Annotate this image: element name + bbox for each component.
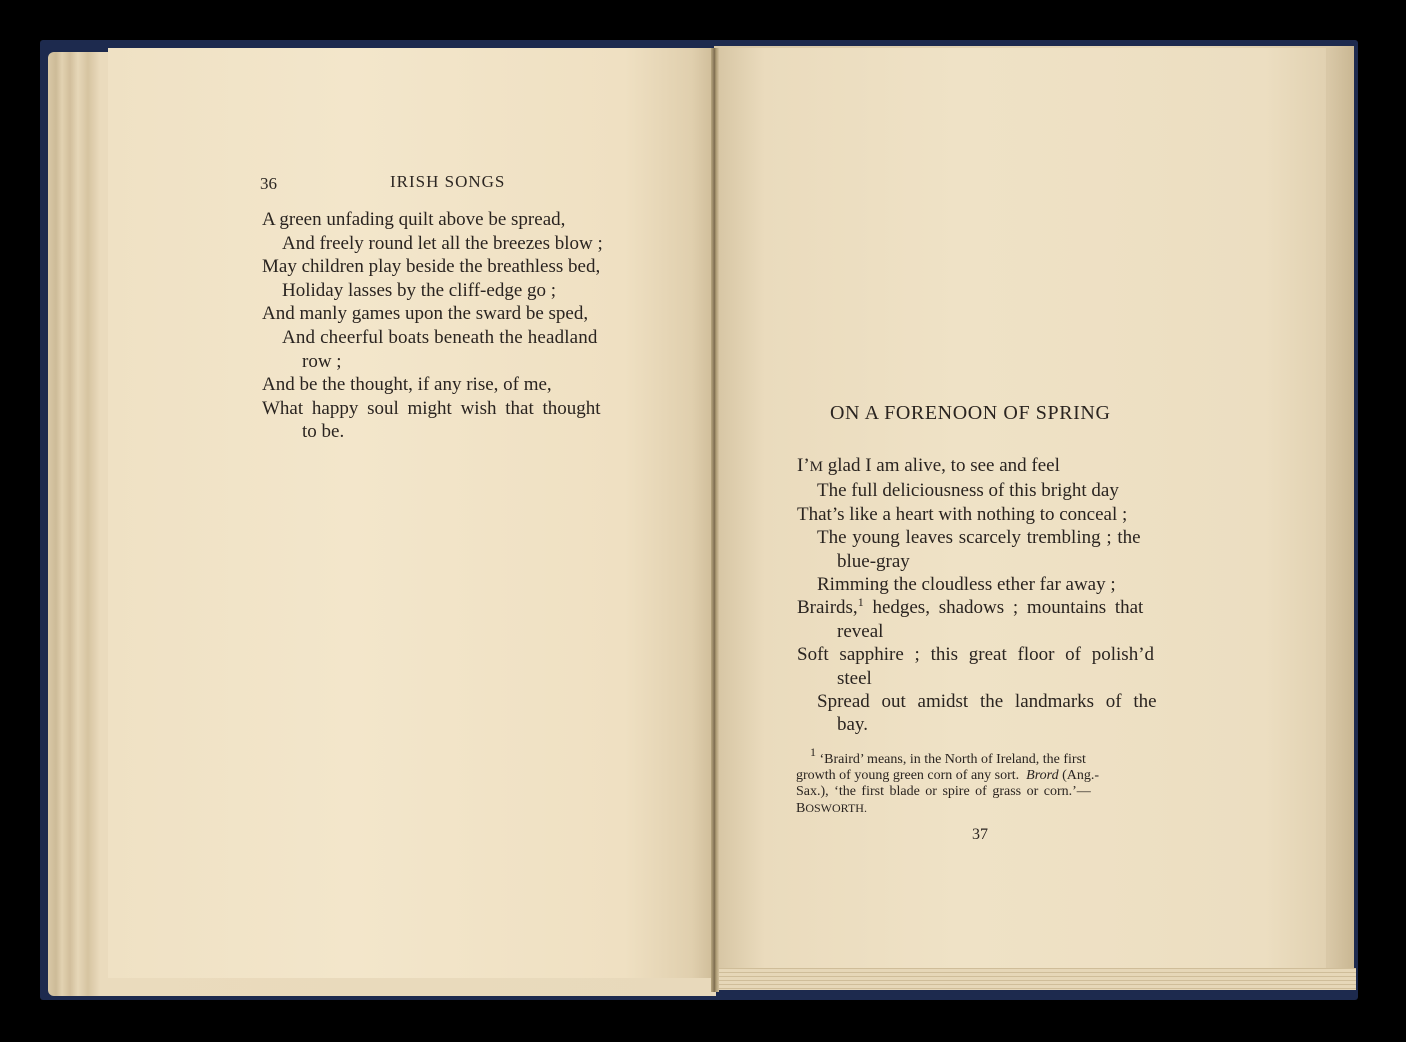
brairds-rest: hedges, shadows ; mountains that [872, 597, 1144, 619]
page-number-left: 36 [260, 174, 277, 193]
poem-line: Soft sapphire ; this great floor of polish’d [797, 644, 1155, 666]
poem-line [797, 596, 1173, 619]
poem-line: That’s like a heart with nothing to conceal ; [797, 503, 1128, 525]
footnote-text: (Ang.- [1062, 768, 1100, 783]
footnote-ref: 1 [857, 595, 864, 610]
poem-line: blue-gray [837, 550, 910, 572]
poem-title: ON A FORENOON OF SPRING [830, 402, 1111, 424]
running-title: IRISH SONGS [390, 172, 506, 191]
footnote-italic: Brord [1026, 768, 1059, 783]
poem-line: And cheerful boats beneath the headland [282, 326, 598, 348]
footnote-smallcaps: OSWORTH. [805, 801, 867, 815]
footnote-text: B [796, 801, 806, 816]
footnote-line [796, 745, 1170, 768]
footnote-text: growth of young green corn of any sort. [796, 768, 1020, 783]
footnote [796, 745, 1170, 817]
poem-line: Rimming the cloudless ether far away ; [817, 574, 1116, 596]
poem-line: A green unfading quilt above be spread, [262, 209, 566, 230]
footnote-line [796, 768, 1170, 784]
brairds-word: Brairds, [797, 597, 858, 619]
footnote-text: ‘Braird’ means, in the North of Ireland, the first [819, 752, 1086, 767]
poem-line: What happy soul might wish that thought [262, 397, 601, 419]
poem-left [262, 208, 642, 444]
page-edges [716, 968, 1356, 990]
footnote-line: Sax.), ‘the first blade or spire of grass or corn.’— [796, 784, 1091, 799]
poem-line: Spread out amidst the landmarks of the [817, 691, 1157, 713]
footnote-line [796, 800, 1170, 817]
poem-line: reveal [837, 620, 884, 642]
poem-line: The full deliciousness of this bright day [817, 480, 1119, 502]
poem-line: The young leaves scarcely trembling ; the [817, 527, 1141, 549]
poem-line: And be the thought, if any rise, of me, [262, 374, 552, 396]
poem-line: row ; [302, 350, 342, 372]
poem-line: And manly games upon the sward be sped, [262, 303, 589, 325]
poem-right [797, 454, 1173, 737]
page-number-right: 37 [972, 826, 988, 843]
footnote-marker: 1 [810, 745, 816, 759]
drop-word-cap: I’ [797, 455, 810, 476]
poem-line [797, 454, 1173, 479]
poem-line: steel [837, 667, 872, 689]
poem-line: bay. [837, 714, 868, 736]
poem-line: May children play beside the breathless bed, [262, 256, 601, 278]
drop-word-smallcaps: M [809, 459, 823, 475]
book-gutter [711, 48, 719, 992]
poem-line: to be. [302, 421, 345, 443]
poem-line: Holiday lasses by the cliff-edge go ; [282, 279, 557, 301]
poem-line: And freely round let all the breezes blow ; [282, 232, 603, 254]
first-line-rest: glad I am alive, to see and feel [823, 455, 1060, 476]
